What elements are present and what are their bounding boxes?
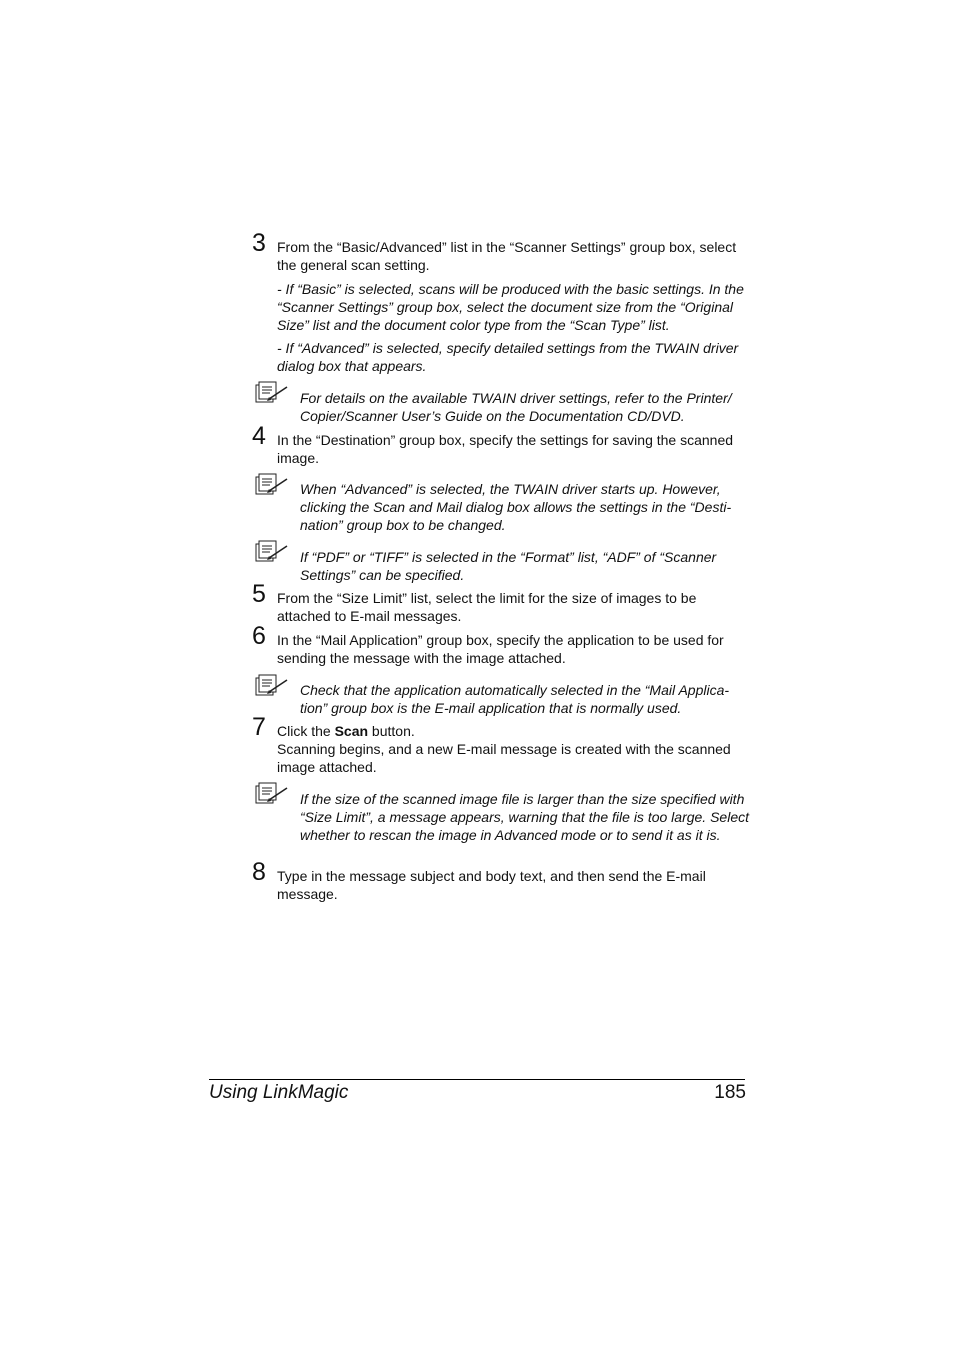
step-5-text: From the “Size Limit” list, select the limit for the size of images to be attached to E-mail messages. [277,590,697,624]
step-7-text-after: button. [368,723,415,739]
step-6-note: Check that the application automatically selected in the “Mail Applica-tion” group box is the E-mail application that is normally used. [300,682,730,716]
step-number-7: 7 [252,713,266,741]
step-number-4: 4 [252,422,266,450]
note-icon [255,381,289,405]
step-4-note-1: When “Advanced” is selected, the TWAIN driver starts up. However, clicking the Scan and Mail dialog box allows the settings in the “Desti-nation” group box to be changed. [300,481,732,533]
note-icon [255,540,289,564]
footer-divider [209,1079,745,1080]
step-7-text [277,722,747,740]
footer-title: Using LinkMagic [209,1082,349,1103]
scan-button-name: Scan [334,723,369,739]
step-7-note: If the size of the scanned image file is larger than the size specified with “Size Limit”, a message appears, warning that the file is too large. Select whether to rescan the image in Advanced mode or to send it as it is. [300,791,749,843]
step-number-5: 5 [252,580,266,608]
page-number: 185 [714,1082,746,1103]
step-8-text: Type in the message subject and body text, and then send the E-mail message. [277,868,706,902]
step-3-advanced-option: - If “Advanced” is selected, specify detailed settings from the TWAIN driver dialog box that appears. [277,340,739,374]
step-number-6: 6 [252,622,266,650]
step-4-note-2: If “PDF” or “TIFF” is selected in the “Format” list, “ADF” of “Scanner Settings” can be specified. [300,549,717,583]
step-7-text-before: Click the [277,723,335,739]
step-7-result: Scanning begins, and a new E-mail message is created with the scanned image attached. [277,741,731,775]
note-icon [255,674,289,698]
step-3-note: For details on the available TWAIN driver settings, refer to the Printer/ Copier/Scanner User’s Guide on the Documentation CD/DVD. [300,390,732,424]
step-number-3: 3 [252,229,266,257]
step-6-text: In the “Mail Application” group box, specify the application to be used for sending the message with the image attached. [277,632,724,666]
note-icon [255,473,289,497]
step-3-basic-option: - If “Basic” is selected, scans will be produced with the basic settings. In the “Scanner Settings” group box, select the document size from the “Original Size” list and the document color type from the “Scan Type” list. [277,281,744,333]
step-number-8: 8 [252,858,266,886]
step-3-text: From the “Basic/Advanced” list in the “Scanner Settings” group box, select the general scan setting. [277,239,737,273]
step-4-text: In the “Destination” group box, specify the settings for saving the scanned image. [277,432,734,466]
note-icon [255,782,289,806]
